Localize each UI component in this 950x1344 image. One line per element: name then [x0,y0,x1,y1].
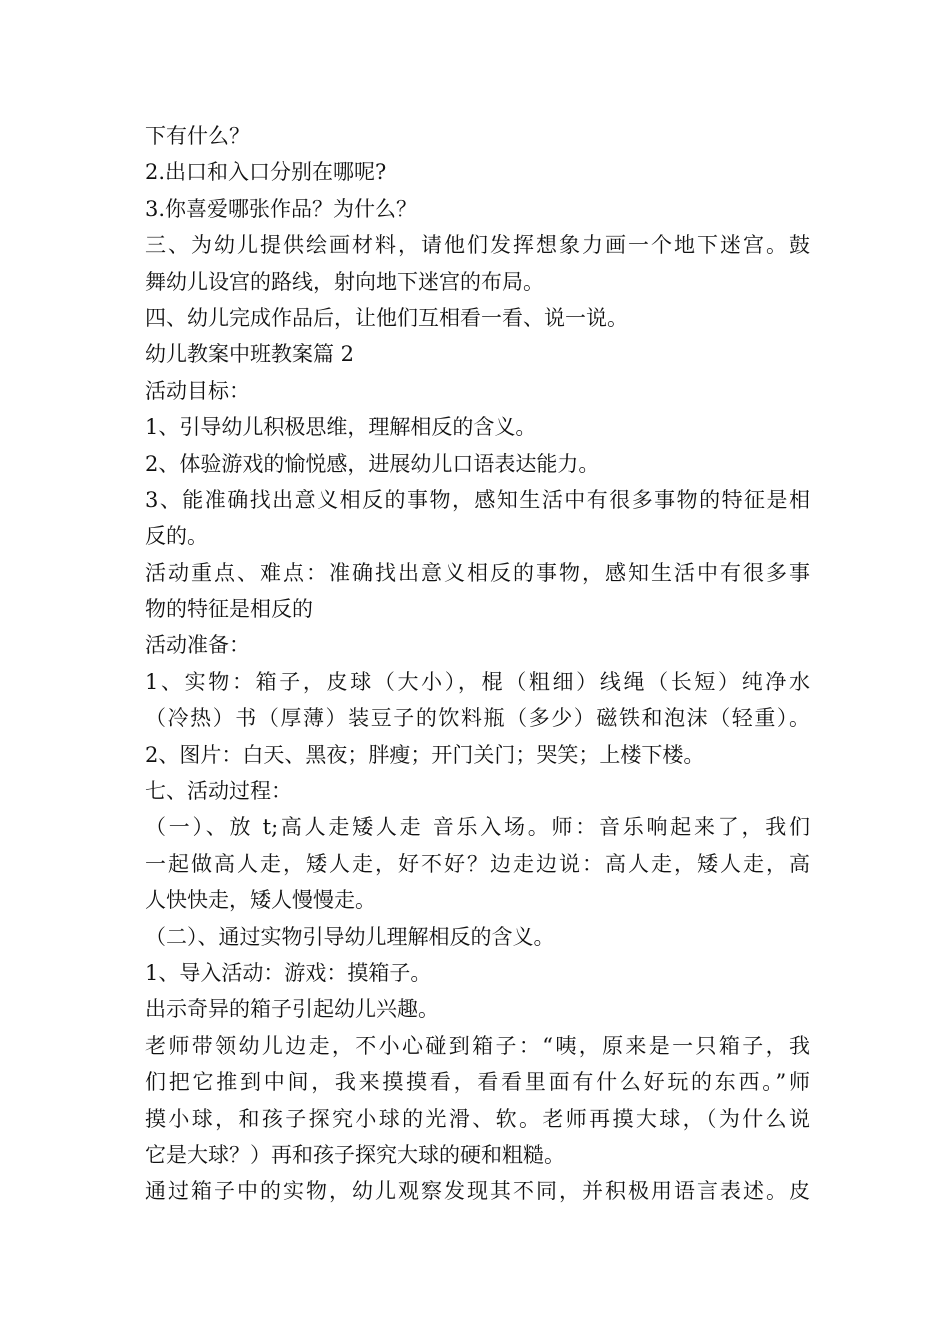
text-line: 活动目标： [145,378,250,403]
text-line: 活动重点、难点：准确找出意义相反的事物，感知生活中有很多事 [145,560,810,585]
document-body-text [145,118,810,1210]
text-line: 1、引导幼儿积极思维，理解相反的含义。 [145,415,537,440]
text-line: 反的。 [145,524,208,549]
text-line: 1、实物：箱子，皮球（大小），棍（粗细）线绳（长短）纯净水 [145,669,810,694]
text-line: 通过箱子中的实物，幼儿观察发现其不同，并积极用语言表述。皮 [145,1179,810,1204]
text-line: 一起做高人走，矮人走，好不好？边走边说：高人走，矮人走，高 [145,851,810,876]
text-line: 1、导入活动：游戏：摸箱子。 [145,960,432,985]
text-line: 七、活动过程： [145,779,292,804]
text-line: 它是大球？）再和孩子探究大球的硬和粗糙。 [145,1142,565,1167]
text-line: 3.你喜爱哪张作品？为什么？ [145,196,418,221]
text-line: 老师带领幼儿边走，不小心碰到箱子：“咦，原来是一只箱子，我 [145,1033,810,1058]
text-line: 四、幼儿完成作品后，让他们互相看一看、说一说。 [145,305,628,330]
text-line: 幼儿教案中班教案篇 2 [145,342,355,367]
text-line: 摸小球，和孩子探究小球的光滑、软。老师再摸大球，（为什么说 [145,1106,810,1131]
text-line: 3、能准确找出意义相反的事物，感知生活中有很多事物的特征是相 [145,487,810,512]
text-line: 人快快走，矮人慢慢走。 [145,888,376,913]
text-line: 2、体验游戏的愉悦感，进展幼儿口语表达能力。 [145,451,600,476]
text-line: 2、图片：白天、黑夜；胖瘦；开门关门；哭笑；上楼下楼。 [145,742,705,767]
text-line: （一）、放 t;高人走矮人走 音乐入场。师：音乐响起来了，我们 [145,815,810,840]
text-line: 们把它推到中间，我来摸摸看，看看里面有什么好玩的东西。”师 [145,1070,810,1095]
text-line: 下有什么？ [145,124,250,148]
text-line: 舞幼儿设宫的路线，射向地下迷宫的布局。 [145,269,544,294]
text-line: （冷热）书（厚薄）装豆子的饮料瓶（多少）磁铁和泡沫（轻重）。 [145,706,810,731]
text-line: 物的特征是相反的 [145,597,313,622]
text-line: 2.出口和入口分别在哪呢? [145,160,387,185]
text-line: 三、为幼儿提供绘画材料，请他们发挥想象力画一个地下迷宫。鼓 [145,233,810,258]
text-line: 活动准备： [145,633,250,658]
text-line: （二）、通过实物引导幼儿理解相反的含义。 [145,924,555,949]
text-line: 出示奇异的箱子引起幼儿兴趣。 [145,997,439,1022]
